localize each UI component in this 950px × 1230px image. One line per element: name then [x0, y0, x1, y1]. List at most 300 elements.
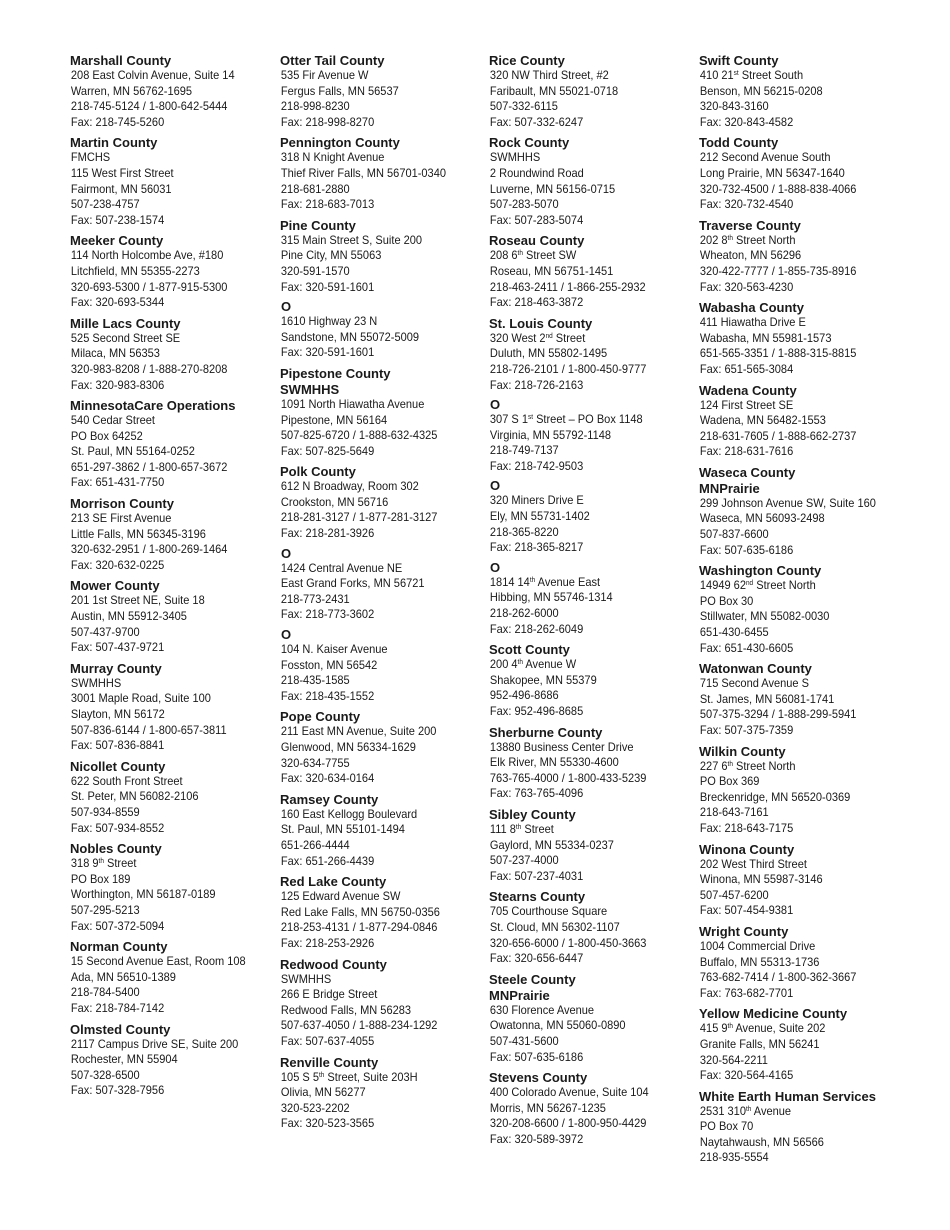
address-text: Avenue — [751, 1103, 792, 1118]
county-entry — [699, 743, 904, 837]
address-line: 507-457-6200 — [699, 887, 769, 902]
address-text: Street — [521, 821, 554, 836]
ordinal-suffix: st — [733, 70, 739, 77]
address-line: 507-332-6115 — [489, 99, 558, 114]
address-line: 763-682-7414 / 1-800-362-3667 — [699, 970, 857, 985]
address-line: St. Paul, MN 55101-1494 — [280, 822, 405, 837]
county-name: Murray County — [70, 660, 162, 676]
address-line: Litchfield, MN 55355-2273 — [70, 263, 200, 278]
office-marker: O — [281, 627, 292, 643]
county-entry — [280, 217, 485, 295]
address-line: Naytahwaush, MN 56566 — [699, 1134, 824, 1149]
address-line: Fax: 320-591-1601 — [280, 345, 375, 360]
county-name: Marshall County — [70, 53, 172, 68]
ordinal-suffix: th — [517, 250, 523, 258]
county-name: Pipestone County — [280, 365, 391, 381]
ordinal-suffix: th — [727, 1023, 733, 1031]
address-line: Fax: 218-742-9503 — [489, 458, 584, 473]
address-text: Street SW — [522, 248, 577, 263]
address-line: 218-631-7605 / 1-888-662-2737 — [699, 428, 857, 443]
ordinal-suffix: nd — [745, 580, 754, 588]
address-text: Street — [103, 856, 137, 871]
address-line: Fergus Falls, MN 56537 — [280, 83, 399, 98]
address-line: Waseca, MN 56093-2498 — [699, 511, 825, 526]
county-entry — [280, 52, 485, 130]
address-line: Fax: 218-643-7175 — [699, 820, 794, 835]
ordinal-suffix: th — [318, 1071, 325, 1079]
address-line: Fax: 507-825-5649 — [280, 443, 375, 458]
office-marker: O — [281, 545, 292, 561]
office-entry — [489, 397, 694, 474]
address-line: 218-253-4131 / 1-877-294-0846 — [280, 920, 438, 935]
address-line: Fax: 320-843-4582 — [699, 114, 794, 129]
address-line: 507-283-5070 — [489, 197, 559, 212]
address-line: Fax: 320-634-0164 — [280, 771, 375, 786]
county-name: Morrison County — [70, 496, 174, 512]
address-line: 715 Second Avenue S — [699, 676, 809, 691]
directory-column-3 — [489, 52, 694, 1151]
county-name: Washington County — [699, 563, 822, 579]
address-line: Fax: 507-437-9721 — [70, 640, 165, 655]
county-name: Rice County — [489, 53, 565, 68]
office-marker: O — [490, 478, 501, 494]
address-line — [489, 657, 678, 673]
county-entry — [489, 641, 694, 719]
county-entry — [699, 841, 904, 919]
ordinal-suffix: st — [527, 414, 534, 422]
address-line: Warren, MN 56762-1695 — [70, 83, 193, 98]
address-line: SWMHHS — [280, 971, 332, 986]
county-name: Wabasha County — [699, 300, 804, 316]
address-line: Fax: 320-523-3565 — [280, 1116, 375, 1131]
address-text: 227 6 — [699, 758, 728, 773]
address-text: Street North — [732, 758, 796, 773]
address-line: Fax: 320-591-1601 — [280, 279, 375, 294]
address-line: Fax: 218-463-3872 — [489, 295, 584, 310]
address-line — [699, 233, 888, 249]
address-line: Owatonna, MN 55060-0890 — [489, 1018, 626, 1033]
address-line: Fax: 507-635-6186 — [489, 1049, 584, 1064]
county-name: Redwood County — [280, 956, 387, 972]
address-line: Slayton, MN 56172 — [70, 707, 165, 721]
address-line: Pipestone, MN 56164 — [280, 412, 388, 427]
address-line: 218-365-8220 — [489, 524, 559, 539]
county-entry — [489, 134, 694, 228]
county-name: Roseau County — [489, 233, 585, 249]
county-entry — [70, 315, 275, 393]
address-line: 218-281-3127 / 1-877-281-3127 — [280, 510, 438, 525]
address-line: Fosston, MN 56542 — [280, 657, 378, 672]
address-line: Fax: 320-563-4230 — [699, 279, 794, 294]
address-line: Red Lake Falls, MN 56750-0356 — [280, 904, 440, 919]
address-line: 114 North Holcombe Ave, #180 — [70, 248, 224, 263]
address-line: PO Box 70 — [699, 1119, 754, 1134]
address-line: 651-266-4444 — [280, 837, 350, 852]
county-entry — [489, 1069, 694, 1147]
address-line: Fax: 320-589-3972 — [489, 1131, 584, 1146]
county-entry — [699, 134, 904, 212]
address-line: 400 Colorado Avenue, Suite 104 — [489, 1085, 649, 1100]
address-line: PO Box 369 — [699, 774, 760, 789]
directory-column-2 — [280, 52, 485, 1136]
address-text: Street – PO Box 1148 — [533, 412, 643, 427]
address-line: Fax: 507-332-6247 — [489, 114, 584, 129]
office-marker: O — [490, 397, 501, 413]
county-entry — [280, 134, 485, 212]
address-line: 763-765-4000 / 1-800-433-5239 — [489, 770, 647, 785]
address-line: 124 First Street SE — [699, 397, 794, 412]
county-entry — [70, 938, 275, 1016]
address-line: 211 East MN Avenue, Suite 200 — [280, 724, 437, 739]
county-name: Meeker County — [70, 233, 164, 249]
county-entry — [280, 956, 485, 1050]
county-name: Traverse County — [699, 217, 801, 233]
county-name: Rock County — [489, 135, 570, 151]
address-line: Roseau, MN 56751-1451 — [489, 263, 614, 278]
address-line — [489, 575, 678, 591]
address-text: 415 9 — [699, 1021, 728, 1036]
office-marker: O — [281, 299, 292, 315]
address-line: 507-825-6720 / 1-888-632-4325 — [280, 428, 438, 443]
address-line: Fax: 507-934-8552 — [70, 820, 165, 835]
address-line — [70, 856, 259, 872]
county-entry — [489, 888, 694, 966]
address-line: 212 Second Avenue South — [699, 150, 831, 165]
county-subtitle: MNPrairie — [699, 480, 760, 496]
address-line: 1424 Central Avenue NE — [280, 560, 403, 575]
address-line: Wabasha, MN 55981-1573 — [699, 330, 832, 345]
county-entry — [489, 315, 694, 393]
office-entry — [489, 560, 694, 637]
address-line: Milaca, MN 56353 — [70, 346, 160, 361]
address-line: Fax: 320-693-5344 — [70, 295, 165, 310]
address-line — [699, 578, 888, 594]
county-name: Yellow Medicine County — [699, 1006, 848, 1022]
county-name: Martin County — [70, 135, 158, 151]
county-name: St. Louis County — [489, 315, 593, 331]
address-line: Thief River Falls, MN 56701-0340 — [280, 165, 446, 180]
address-text: Street South — [738, 68, 804, 82]
address-line: Fax: 218-784-7142 — [70, 1000, 165, 1015]
address-line: Morris, MN 56267-1235 — [489, 1100, 606, 1115]
address-line: 266 E Bridge Street — [280, 987, 378, 1002]
address-line: Austin, MN 55912-3405 — [70, 609, 187, 624]
county-name: Wadena County — [699, 382, 797, 398]
address-text: 208 6 — [489, 248, 518, 263]
address-line: Winona, MN 55987-3146 — [699, 872, 823, 887]
address-line: 535 Fir Avenue W — [280, 68, 369, 82]
address-line: 315 Main Street S, Suite 200 — [280, 232, 423, 247]
address-line: Fax: 320-983-8306 — [70, 377, 165, 392]
address-line: Ada, MN 56510-1389 — [70, 969, 176, 984]
address-line: 2117 Campus Drive SE, Suite 200 — [70, 1036, 239, 1051]
address-text: 318 9 — [70, 856, 99, 871]
address-line: Fax: 763-682-7701 — [699, 985, 794, 1000]
county-name: Mower County — [70, 578, 160, 594]
address-line: Fax: 320-564-4165 — [699, 1068, 794, 1083]
county-entry — [70, 397, 275, 491]
county-name: Watonwan County — [699, 661, 812, 677]
address-text: Street North — [732, 232, 796, 247]
address-line: East Grand Forks, MN 56721 — [280, 576, 425, 591]
office-entry — [280, 627, 485, 704]
county-entry — [699, 299, 904, 377]
county-name: Ramsey County — [280, 791, 379, 807]
address-line: Fax: 507-836-8841 — [70, 738, 165, 753]
address-line: Fax: 320-632-0225 — [70, 557, 165, 572]
address-text: 202 8 — [699, 232, 728, 247]
county-name: Swift County — [699, 53, 779, 68]
address-line: 218-935-5554 — [699, 1150, 769, 1165]
county-name: Stevens County — [489, 1070, 588, 1086]
address-line: Fax: 507-372-5094 — [70, 918, 165, 933]
address-line: Fax: 218-745-5260 — [70, 114, 165, 129]
address-line: SWMHHS — [70, 675, 122, 690]
address-line: Benson, MN 56215-0208 — [699, 83, 823, 98]
address-text: Street — [552, 330, 586, 345]
ordinal-suffix: th — [745, 1105, 752, 1113]
county-name: Wilkin County — [699, 743, 786, 759]
address-line: 507-637-4050 / 1-888-234-1292 — [280, 1018, 438, 1033]
address-line: Fax: 218-365-8217 — [489, 540, 584, 555]
address-line: SWMHHS — [489, 150, 541, 165]
address-line: Fax: 218-631-7616 — [699, 444, 794, 459]
county-entry — [699, 217, 904, 295]
address-line: PO Box 30 — [699, 593, 754, 608]
address-line: 320 NW Third Street, #2 — [489, 68, 609, 82]
address-text: 307 S 1 — [489, 412, 528, 427]
county-entry — [70, 577, 275, 655]
address-line: Fax: 507-237-4031 — [489, 868, 584, 883]
address-line: 651-297-3862 / 1-800-657-3672 — [70, 459, 228, 474]
address-line: Olivia, MN 56277 — [280, 1085, 366, 1100]
address-line: 507-437-9700 — [70, 624, 140, 639]
county-name: Winona County — [699, 841, 795, 857]
address-line: Rochester, MN 55904 — [70, 1052, 178, 1067]
address-line: St. Cloud, MN 56302-1107 — [489, 919, 620, 934]
address-line: 320-564-2211 — [699, 1052, 768, 1067]
address-line: 3001 Maple Road, Suite 100 — [70, 691, 211, 706]
address-line: 507-295-5213 — [70, 902, 140, 917]
address-line: 218-773-2431 — [280, 591, 350, 606]
address-text: Avenue W — [522, 657, 577, 672]
address-line: Fax: 507-328-7956 — [70, 1083, 165, 1098]
address-text: 320 West 2 — [489, 330, 546, 345]
address-line: Fax: 218-262-6049 — [489, 621, 584, 636]
county-entry — [70, 1021, 275, 1099]
county-entry — [70, 840, 275, 934]
county-entry — [699, 382, 904, 460]
address-line: 218-681-2880 — [280, 181, 350, 196]
address-line: Fax: 320-656-6447 — [489, 951, 584, 966]
county-name: Nicollet County — [70, 758, 166, 774]
county-entry — [489, 806, 694, 884]
address-line — [489, 331, 678, 347]
county-name: Nobles County — [70, 841, 162, 857]
address-line: Fax: 218-253-2926 — [280, 935, 375, 950]
county-name: Todd County — [699, 135, 779, 151]
address-text: 200 4 — [489, 657, 518, 672]
address-text: Avenue East — [535, 574, 601, 589]
county-name: Otter Tail County — [280, 53, 385, 68]
address-text: 410 21 — [699, 68, 734, 82]
ordinal-suffix: nd — [545, 332, 553, 340]
county-name: Stearns County — [489, 889, 586, 905]
county-name: Red Lake County — [280, 874, 387, 890]
address-line: PO Box 64252 — [70, 428, 143, 443]
county-name: MinnesotaCare Operations — [70, 398, 236, 414]
address-line — [699, 68, 888, 84]
address-line: 320-634-7755 — [280, 755, 350, 770]
county-entry — [489, 971, 694, 1065]
address-line: 507-431-5600 — [489, 1033, 559, 1048]
address-line: St. James, MN 56081-1741 — [699, 691, 835, 706]
county-entry — [280, 365, 485, 459]
county-entry — [489, 232, 694, 310]
address-text: Avenue, Suite 202 — [732, 1021, 826, 1036]
address-line: Granite Falls, MN 56241 — [699, 1036, 820, 1051]
directory-column-4 — [699, 52, 904, 1170]
office-marker: O — [490, 559, 501, 575]
address-line: 320-632-2951 / 1-800-269-1464 — [70, 542, 228, 557]
county-entry — [70, 232, 275, 310]
address-line: 218-749-7137 — [489, 443, 559, 458]
address-text: Street, Suite 203H — [324, 1069, 418, 1084]
ordinal-suffix: th — [98, 858, 104, 866]
address-line — [489, 822, 678, 838]
address-line: Wheaton, MN 56296 — [699, 248, 802, 263]
address-line: 507-375-3294 / 1-888-299-5941 — [699, 707, 857, 722]
county-name: Scott County — [489, 642, 570, 658]
county-entry — [699, 1088, 904, 1166]
address-line: Virginia, MN 55792-1148 — [489, 427, 612, 442]
address-line: St. Paul, MN 55164-0252 — [70, 444, 195, 459]
address-line: Fax: 507-238-1574 — [70, 212, 165, 227]
address-line: Crookston, MN 56716 — [280, 494, 389, 509]
address-line: 208 East Colvin Avenue, Suite 14 — [70, 68, 235, 82]
address-line: 15 Second Avenue East, Room 108 — [70, 954, 246, 969]
address-line: 213 SE First Avenue — [70, 511, 172, 526]
county-name: Olmsted County — [70, 1021, 171, 1037]
address-line: Fax: 218-281-3926 — [280, 526, 375, 541]
county-entry — [70, 495, 275, 573]
address-line: Glenwood, MN 56334-1629 — [280, 740, 416, 754]
address-line: Fax: 218-773-3602 — [280, 607, 375, 622]
address-line: Fax: 507-283-5074 — [489, 212, 584, 227]
address-line: 411 Hiawatha Drive E — [699, 315, 806, 330]
address-line: Breckenridge, MN 56520-0369 — [699, 789, 851, 804]
address-line: 218-262-6000 — [489, 606, 559, 621]
county-name: Steele County — [489, 971, 576, 987]
address-line: 218-463-2411 / 1-866-255-2932 — [489, 279, 646, 294]
address-line: 320-983-8208 / 1-888-270-8208 — [70, 361, 228, 376]
address-line: 218-998-8230 — [280, 99, 350, 114]
county-entry — [489, 724, 694, 802]
address-line: 2 Roundwind Road — [489, 165, 584, 180]
address-line: Fax: 320-732-4540 — [699, 197, 794, 212]
address-line: Fax: 218-435-1552 — [280, 688, 375, 703]
address-line: 320-656-6000 / 1-800-450-3663 — [489, 935, 647, 950]
address-line: Stillwater, MN 55082-0030 — [699, 609, 830, 624]
county-entry — [699, 52, 904, 130]
address-line: Duluth, MN 55802-1495 — [489, 346, 608, 361]
address-line — [489, 248, 678, 264]
county-entry — [70, 660, 275, 754]
address-line: Faribault, MN 55021-0718 — [489, 83, 619, 98]
address-line: 202 West Third Street — [699, 856, 807, 871]
county-entry — [489, 52, 694, 130]
county-name: Sherburne County — [489, 724, 603, 740]
address-line: 622 South Front Street — [70, 773, 183, 788]
address-line: 318 N Knight Avenue — [280, 150, 385, 165]
address-line: 160 East Kellogg Boulevard — [280, 806, 418, 821]
county-name: Pine County — [280, 217, 356, 233]
address-line: 218-435-1585 — [280, 673, 350, 688]
address-line: 612 N Broadway, Room 302 — [280, 479, 419, 494]
address-line: 525 Second Street SE — [70, 330, 181, 345]
address-line: Redwood Falls, MN 56283 — [280, 1002, 412, 1017]
address-line: 201 1st Street NE, Suite 18 — [70, 593, 205, 608]
address-line — [699, 1021, 888, 1037]
address-line: 1091 North Hiawatha Avenue — [280, 396, 425, 411]
address-line: 125 Edward Avenue SW — [280, 889, 401, 904]
county-subtitle: SWMHHS — [280, 381, 340, 397]
address-line: Pine City, MN 55063 — [280, 248, 382, 263]
county-entry — [280, 873, 485, 951]
county-name: Norman County — [70, 939, 168, 955]
address-line: 507-836-6144 / 1-800-657-3811 — [70, 722, 227, 737]
address-line: Fax: 651-565-3084 — [699, 361, 794, 376]
address-line: Worthington, MN 56187-0189 — [70, 887, 216, 902]
county-name: Pennington County — [280, 135, 400, 151]
county-name: Waseca County — [699, 464, 796, 480]
address-line: Fairmont, MN 56031 — [70, 181, 172, 196]
address-line: 1004 Commercial Drive — [699, 938, 816, 953]
county-name: Renville County — [280, 1054, 379, 1070]
address-line: 218-784-5400 — [70, 985, 140, 1000]
address-line: 630 Florence Avenue — [489, 1002, 595, 1017]
address-line: 320-693-5300 / 1-877-915-5300 — [70, 279, 228, 294]
address-line: 320-732-4500 / 1-888-838-4066 — [699, 181, 857, 196]
address-line: Long Prairie, MN 56347-1640 — [699, 165, 845, 180]
address-line: 320-208-6600 / 1-800-950-4429 — [489, 1116, 647, 1131]
address-line: 299 Johnson Avenue SW, Suite 160 — [699, 495, 876, 510]
address-line: 507-238-4757 — [70, 197, 140, 212]
address-line: 540 Cedar Street — [70, 413, 155, 428]
address-line: 705 Courthouse Square — [489, 904, 608, 919]
address-line: 1610 Highway 23 N — [280, 314, 378, 329]
address-line: 104 N. Kaiser Avenue — [280, 642, 388, 657]
address-line — [699, 759, 888, 775]
address-text: 14949 62 — [699, 578, 746, 593]
address-line: Luverne, MN 56156-0715 — [489, 181, 616, 196]
address-line: 218-643-7161 — [699, 805, 769, 820]
address-line: Fax: 507-635-6186 — [699, 542, 794, 557]
address-line: 651-565-3351 / 1-888-315-8815 — [699, 346, 857, 361]
county-entry — [699, 464, 904, 558]
ordinal-suffix: th — [515, 823, 522, 831]
address-line: Shakopee, MN 55379 — [489, 672, 597, 687]
county-entry — [70, 758, 275, 836]
address-text: 1814 14 — [489, 574, 530, 589]
county-entry — [699, 923, 904, 1001]
address-line: 115 West First Street — [70, 165, 174, 180]
address-line: Ely, MN 55731-1402 — [489, 509, 590, 524]
address-text: 111 8 — [489, 821, 516, 836]
county-entry — [70, 52, 275, 130]
ordinal-suffix: th — [727, 760, 733, 768]
address-line: 13880 Business Center Drive — [489, 739, 634, 754]
